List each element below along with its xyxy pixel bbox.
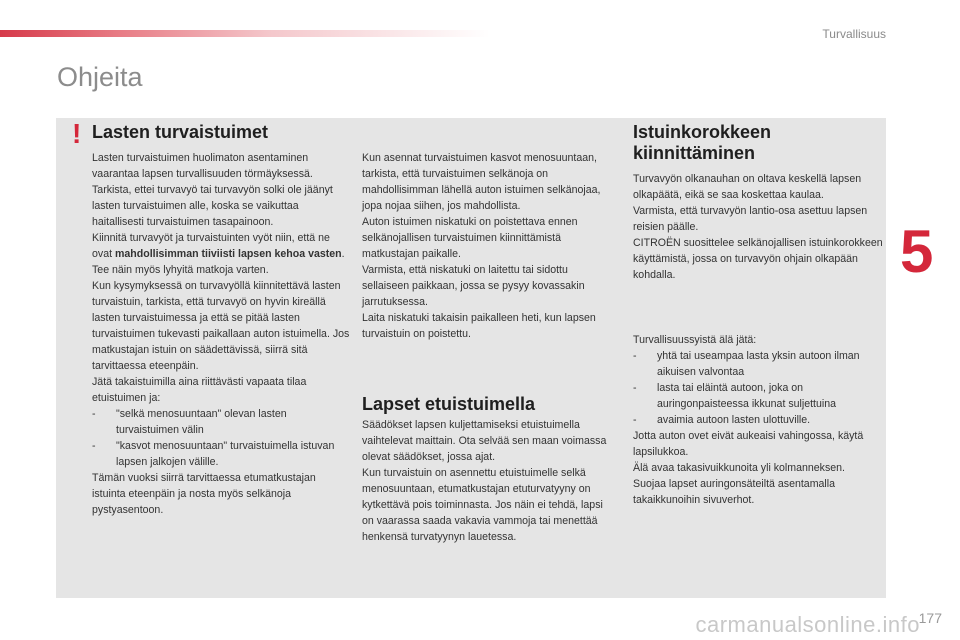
paragraph: Kun turvaistuin on asennettu etuistuimelle selkä menosuuntaan, etumatkustajan etuturvatyyny on kytkettävä pois toiminnasta. Jos näin ei tehdä, lapsi on vaarassa saada vakavia vammoja tai menettää henkensä turvatyynyn lauetessa.	[362, 467, 603, 543]
paragraph: CITROËN suosittelee selkänojallisen istuinkorokkeen käyttämistä, jossa on turvavyön ohjain olkapään kohdalla.	[633, 237, 883, 281]
column-lasten-2	[362, 150, 612, 342]
list-item	[633, 380, 883, 412]
column-turvallisuus	[633, 332, 883, 508]
dash-marker: -	[633, 382, 637, 394]
paragraph: Jotta auton ovet eivät aukeaisi vahingossa, käytä lapsilukkoa.	[633, 430, 864, 458]
warning-icon: !	[72, 118, 82, 149]
heading-istuinkorokkeen-kiinnittaminen: Istuinkorokkeen kiinnittäminen	[633, 122, 772, 163]
page-title: Ohjeita	[57, 62, 143, 92]
list-item	[92, 406, 352, 438]
page-number: 177	[918, 610, 942, 626]
dash-marker: -	[92, 440, 96, 452]
paragraph: Säädökset lapsen kuljettamiseksi etuistuimella vaihtelevat maittain. Ota selvää sen maan voimassa olevat säädökset, jossa ajat.	[362, 419, 607, 463]
section-header: Turvallisuus	[822, 27, 886, 41]
dash-marker: -	[633, 350, 637, 362]
heading-lapset-etuistuimella: Lapset etuistuimella	[362, 394, 536, 414]
text: . Tee näin myös lyhyitä matkoja varten.	[92, 248, 345, 276]
paragraph: Laita niskatuki takaisin paikalleen heti, kun lapsen turvaistuin on poistettu.	[362, 312, 596, 340]
paragraph: Lasten turvaistuimen huolimaton asentaminen vaarantaa lapsen turvallisuuden törmäyksessä.	[92, 152, 313, 180]
list-item	[633, 348, 883, 380]
paragraph: Kun asennat turvaistuimen kasvot menosuuntaan, tarkista, että turvaistuimen selkänoja on mahdollisimman lähellä auton istuimen selkänojaa, jopa nojaa siihen, jos mahdollista.	[362, 152, 601, 212]
heading-lasten-turvaistuimet: Lasten turvaistuimet	[92, 122, 269, 142]
paragraph	[92, 230, 352, 278]
column-lapset	[362, 417, 612, 545]
paragraph: Tämän vuoksi siirrä tarvittaessa etumatkustajan istuinta eteenpäin ja nosta myös selkänoja pystyasentoon.	[92, 472, 316, 516]
paragraph: Auton istuimen niskatuki on poistettava ennen selkänojallisen turvaistuimen kiinnittämistä matkustajan paikalle.	[362, 216, 578, 260]
paragraph: Turvavyön olkanauhan on oltava keskellä lapsen olkapäätä, eikä se saa koskettaa kaulaa.	[633, 173, 862, 201]
list-item-text: avaimia autoon lasten ulottuville.	[657, 414, 811, 426]
list-item	[92, 438, 352, 470]
column-lasten-1	[92, 150, 352, 518]
list-item-text: yhtä tai useampaa lasta yksin autoon ilman aikuisen valvontaa	[657, 350, 860, 378]
dash-marker: -	[92, 408, 96, 420]
list-item-text: "kasvot menosuuntaan" turvaistuimella istuvan lapsen jalkojen välille.	[116, 440, 335, 468]
column-istuin	[633, 171, 883, 283]
text: Kiinnitä turvavyöt ja turvaistuinten vyöt niin, että ne ovat	[92, 232, 330, 260]
paragraph: Suojaa lapset auringonsäteiltä asentamalla takaikkunoihin sivuverhot.	[633, 478, 836, 506]
bold-text: mahdollisimman tiiviisti lapsen kehoa vasten	[114, 248, 342, 260]
paragraph: Varmista, että niskatuki on laitettu tai sidottu sellaiseen paikkaan, jossa se pysyy kovassakin jarrutuksessa.	[362, 264, 585, 308]
dash-marker: -	[633, 414, 637, 426]
paragraph: Varmista, että turvavyön lantio-osa asettuu lapsen reisien päälle.	[633, 205, 868, 233]
list-item-text: lasta tai eläintä autoon, joka on auringonpaisteessa ikkunat suljettuina	[657, 382, 837, 410]
paragraph: Jätä takaistuimilla aina riittävästi vapaata tilaa etuistuimen ja:	[92, 376, 307, 404]
paragraph: Turvallisuussyistä älä jätä:	[633, 334, 757, 346]
paragraph: Kun kysymyksessä on turvavyöllä kiinnitettävä lasten turvaistuin, tarkista, että turvavyö on hyvin kireällä lasten turvaistuimessa ja että se pitää lasten turvaistuimen tukevasti paikallaan auton istuimella. Jos matkustajan istuin on säädettävissä, siirrä sitä tarvittaessa eteenpäin.	[92, 280, 350, 372]
list-item	[633, 412, 883, 428]
paragraph: Tarkista, ettei turvavyö tai turvavyön solki ole jäänyt lasten turvaistuimen alle, koska se vaikuttaa haitallisesti turvaistuimen tasapainoon.	[92, 184, 333, 228]
paragraph: Älä avaa takasivuikkunoita yli kolmanneksen.	[633, 462, 845, 474]
watermark-text: carmanualsonline.info	[695, 612, 920, 637]
list-item-text: "selkä menosuuntaan" olevan lasten turvaistuimen välin	[116, 408, 287, 436]
header-stripe	[0, 30, 490, 37]
chapter-number: 5	[900, 218, 934, 285]
